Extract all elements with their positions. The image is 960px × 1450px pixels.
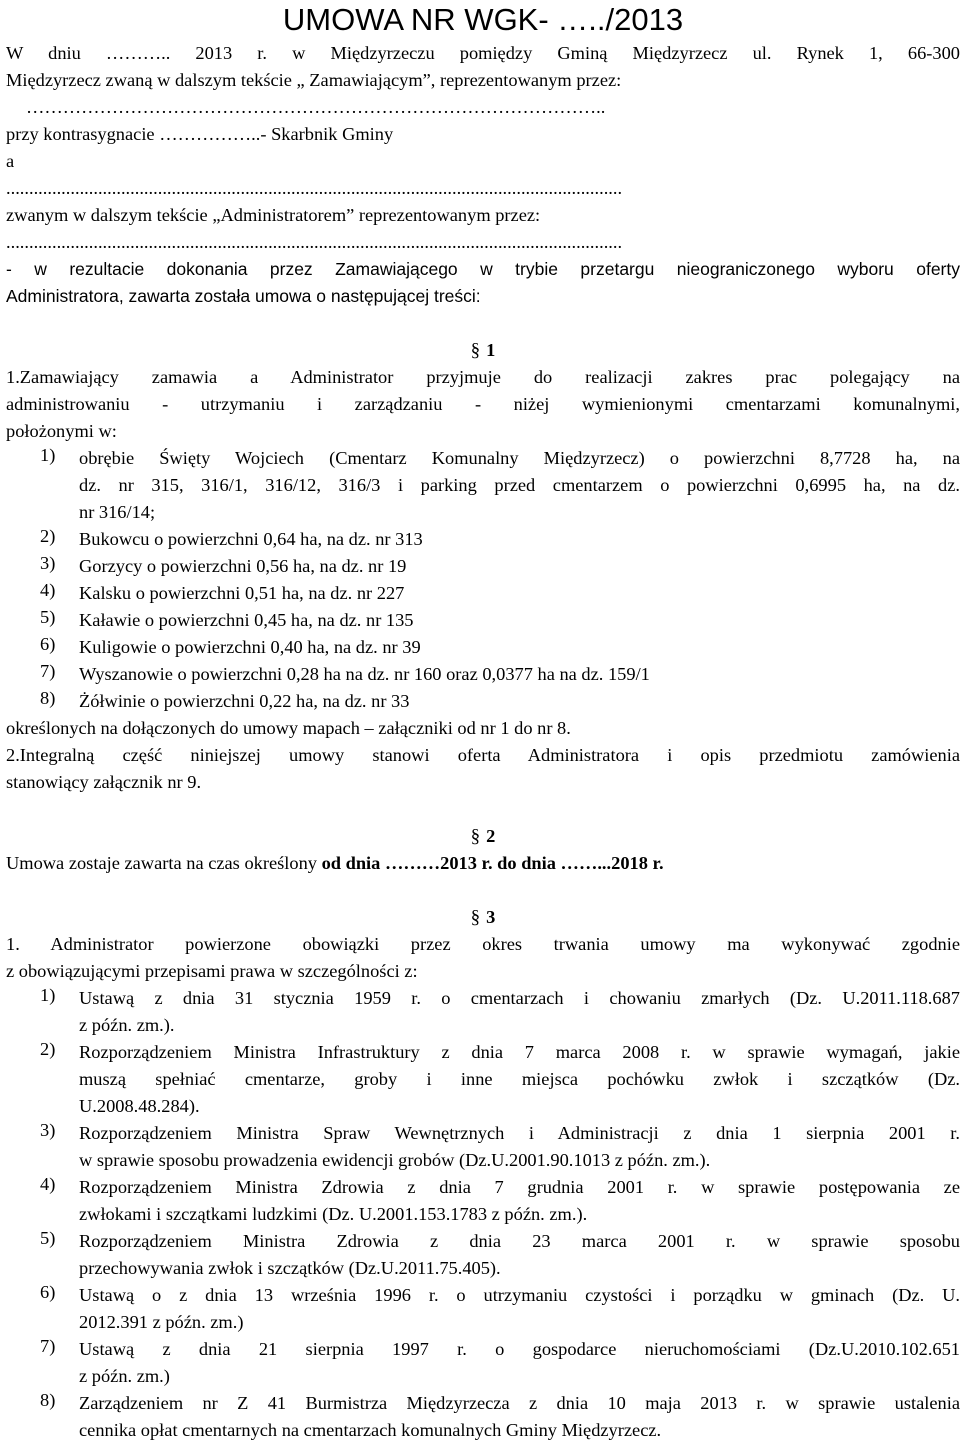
list-item-text: Ustawą z dnia 31 stycznia 1959 r. o cmentarzach i chowaniu zmarłych (Dz. U.2011.118.687 (79, 988, 960, 1008)
section-2-dates: od dnia ………2013 r. do dnia ……...2018 r. (321, 853, 664, 873)
list-item (6, 553, 960, 580)
intro-line-3: ………………………………………………………………………………….. (26, 97, 606, 117)
section-1-para-1-line-1: 1.Zamawiający zamawia a Administrator przyjmuje do realizacji zakres prac polegający na (6, 367, 960, 387)
list-item-text: obrębie Święty Wojciech (Cmentarz Komunalny Międzyrzecz) o powierzchni 8,7728 ha, na (79, 448, 960, 468)
list-item-text: Kaławie o powierzchni 0,45 ha, na dz. nr 135 (79, 610, 414, 630)
intro-line-2: Międzyrzecz zwaną w dalszym tekście „ Zamawiającym”, reprezentowanym przez: (6, 70, 622, 90)
section-1-para-1-line-3: położonymi w: (6, 421, 117, 441)
section-symbol: § (470, 907, 481, 928)
section-2-text (6, 850, 960, 877)
document-title: UMOWA NR WGK- …../2013 (282, 2, 684, 37)
list-item (6, 661, 960, 688)
list-item-text: U.2008.48.284). (79, 1096, 200, 1116)
list-item (6, 445, 960, 526)
list-item-text: nr 316/14; (79, 502, 156, 522)
list-item-number: 6) (40, 1282, 56, 1302)
section-number: 1 (486, 340, 496, 360)
list-item-text: Zarządzeniem nr Z 41 Burmistrza Międzyrzecza z dnia 10 maja 2013 r. w sprawie ustalenia (79, 1393, 960, 1413)
list-item-text: cennika opłat cmentarnych na cmentarzach komunalnych Gminy Międzyrzecz. (79, 1420, 662, 1440)
list-item-text: muszą spełniać cmentarze, groby i inne miejsca pochówku zwłok i szczątków (Dz. (79, 1069, 960, 1089)
list-item-number: 3) (40, 553, 56, 573)
section-number: 2 (486, 826, 496, 846)
list-item-number: 8) (40, 688, 56, 708)
intro-line-9: - w rezultacie dokonania przez Zamawiającego w trybie przetargu nieograniczonego wyboru oferty (6, 259, 960, 279)
list-item-number: 5) (40, 607, 56, 627)
list-item-text: w sprawie sposobu prowadzenia ewidencji grobów (Dz.U.2001.90.1013 z późn. zm.). (79, 1150, 711, 1170)
section-1-para-2-line-2: stanowiący załącznik nr 9. (6, 772, 202, 792)
intro-line-7: zwanym w dalszym tekście „Administratorem” reprezentowanym przez: (6, 205, 541, 225)
contract-document (6, 0, 960, 1444)
list-item-number: 3) (40, 1120, 56, 1140)
section-3-heading (6, 904, 960, 931)
list-item-text: Ustawą z dnia 21 sierpnia 1997 r. o gospodarce nieruchomościami (Dz.U.2010.102.651 (79, 1339, 960, 1359)
list-item (6, 1336, 960, 1390)
list-item (6, 1228, 960, 1282)
list-item-number: 2) (40, 526, 56, 546)
list-item-number: 8) (40, 1390, 56, 1410)
list-item-text: Kalsku o powierzchni 0,51 ha, na dz. nr 227 (79, 583, 405, 603)
list-item (6, 580, 960, 607)
list-item-text: z późn. zm.). (79, 1015, 175, 1035)
list-item-number: 5) (40, 1228, 56, 1248)
list-item (6, 1390, 960, 1444)
list-item-number: 7) (40, 1336, 56, 1356)
list-item-number: 4) (40, 580, 56, 600)
cemetery-list (6, 445, 960, 715)
list-item (6, 634, 960, 661)
intro-line-4: przy kontrasygnacie ……………..- Skarbnik Gminy (6, 124, 394, 144)
list-item (6, 688, 960, 715)
list-item-number: 1) (40, 445, 56, 465)
section-1-heading (6, 337, 960, 364)
list-item-number: 7) (40, 661, 56, 681)
section-number: 3 (486, 907, 496, 927)
section-3-para-1-line-1: 1. Administrator powierzone obowiązki przez okres trwania umowy ma wykonywać zgodnie (6, 934, 960, 954)
list-item (6, 985, 960, 1039)
list-item (6, 607, 960, 634)
section-symbol: § (470, 340, 481, 361)
list-item (6, 1174, 960, 1228)
list-item-text: 2012.391 z późn. zm.) (79, 1312, 244, 1332)
section-1-para-2-line-1: 2.Integralną część niniejszej umowy stanowi oferta Administratora i opis przedmiotu zamówienia (6, 745, 960, 765)
list-item-text: przechowywania zwłok i szczątków (Dz.U.2011.75.405). (79, 1258, 501, 1278)
intro-line-5: a (6, 151, 15, 171)
list-item-text: Rozporządzeniem Ministra Zdrowia z dnia 23 marca 2001 r. w sprawie sposobu (79, 1231, 960, 1251)
list-item-text: Ustawą o z dnia 13 września 1996 r. o utrzymaniu czystości i porządku w gminach (Dz. U. (79, 1285, 960, 1305)
regulations-list (6, 985, 960, 1444)
intro-line-1: W dniu ……….. 2013 r. w Międzyrzeczu pomiędzy Gminą Międzyrzecz ul. Rynek 1, 66-300 (6, 43, 960, 63)
list-item-text: Gorzycy o powierzchni 0,56 ha, na dz. nr 19 (79, 556, 407, 576)
list-item (6, 1282, 960, 1336)
section-2-text-plain: Umowa zostaje zawarta na czas określony (6, 853, 322, 873)
intro-line-10: Administratora, zawarta została umowa o następującej treści: (6, 286, 481, 306)
list-item-number: 2) (40, 1039, 56, 1059)
section-symbol: § (470, 826, 481, 847)
list-item-text: Kuligowie o powierzchni 0,40 ha, na dz. nr 39 (79, 637, 421, 657)
section-1-after-list: określonych na dołączonych do umowy mapach – załączniki od nr 1 do nr 8. (6, 718, 571, 738)
list-item-text: zwłokami i szczątkami ludzkimi (Dz. U.2001.153.1783 z późn. zm.). (79, 1204, 588, 1224)
list-item (6, 526, 960, 553)
list-item-text: Rozporządzeniem Ministra Zdrowia z dnia 7 grudnia 2001 r. w sprawie postępowania ze (79, 1177, 960, 1197)
list-item-text: Bukowcu o powierzchni 0,64 ha, na dz. nr 313 (79, 529, 423, 549)
section-1-para-1-line-2: administrowaniu - utrzymaniu i zarządzaniu - niżej wymienionymi cmentarzami komunalnymi, (6, 394, 960, 414)
list-item-number: 4) (40, 1174, 56, 1194)
section-2-heading (6, 823, 960, 850)
list-item-number: 1) (40, 985, 56, 1005)
list-item-text: Rozporządzeniem Ministra Infrastruktury z dnia 7 marca 2008 r. w sprawie wymagań, jakie (79, 1042, 960, 1062)
list-item-text: Rozporządzeniem Ministra Spraw Wewnętrznych i Administracji z dnia 1 sierpnia 2001 r. (79, 1123, 960, 1143)
list-item-number: 6) (40, 634, 56, 654)
intro-line-6: ...................................................................................................................................... (6, 178, 623, 198)
list-item (6, 1039, 960, 1120)
list-item-text: Żółwinie o powierzchni 0,22 ha, na dz. nr 33 (79, 691, 410, 711)
intro-line-8: ...................................................................................................................................... (6, 232, 623, 252)
section-3-para-1-line-2: z obowiązującymi przepisami prawa w szczególności z: (6, 961, 418, 981)
list-item-text: z późn. zm.) (79, 1366, 170, 1386)
list-item-text: dz. nr 315, 316/1, 316/12, 316/3 i parking przed cmentarzem o powierzchni 0,6995 ha, na dz. (79, 475, 960, 495)
list-item-text: Wyszanowie o powierzchni 0,28 ha na dz. nr 160 oraz 0,0377 ha na dz. 159/1 (79, 664, 650, 684)
list-item (6, 1120, 960, 1174)
